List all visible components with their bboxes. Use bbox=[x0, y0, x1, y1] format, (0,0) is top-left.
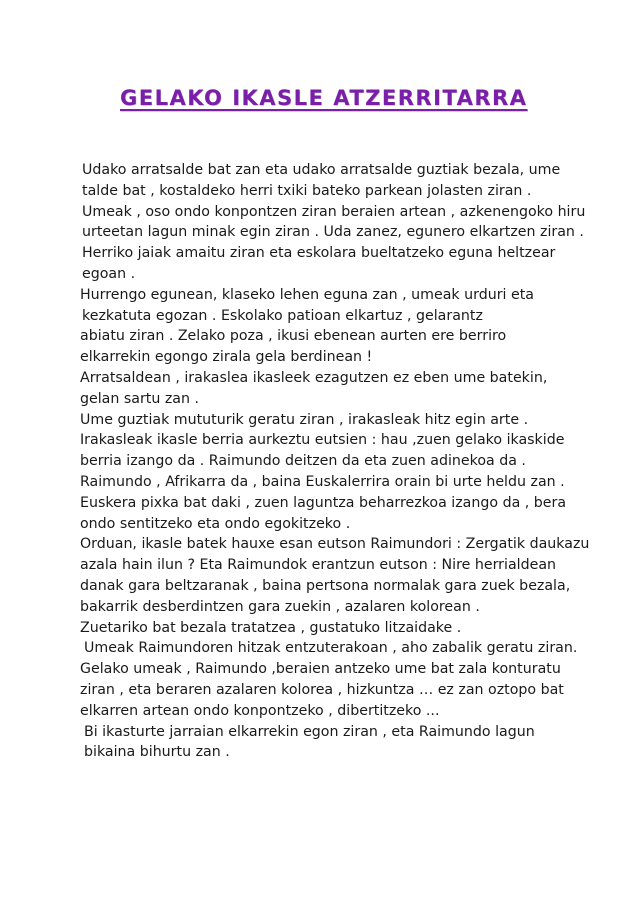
body-line: gelan sartu zan . bbox=[80, 390, 200, 407]
body-line: abiatu ziran . Zelako poza , ikusi ebenean aurten ere berriro bbox=[80, 328, 507, 345]
body-line: Bi ikasturte jarraian elkarrekin egon ziran , eta Raimundo lagun bbox=[84, 723, 535, 740]
body-line: Gelako umeak , Raimundo ,beraien antzeko ume bat zala konturatu bbox=[80, 661, 561, 678]
body-line: kezkatuta egozan . Eskolako patioan elkartuz , gelarantz bbox=[82, 307, 483, 324]
body-line: Euskera pixka bat daki , zuen laguntza beharrezkoa izango da , bera bbox=[80, 494, 567, 511]
body-line: azala hain ilun ? Eta Raimundok erantzun eutson : Nire herrialdean bbox=[80, 557, 557, 574]
body-line: Arratsaldean , irakaslea ikasleek ezagutzen ez eben ume batekin, bbox=[80, 370, 548, 386]
body-line: urteetan lagun minak egin ziran . Uda zanez, egunero elkartzen ziran . bbox=[82, 224, 584, 241]
body-line: Hurrengo egunean, klaseko lehen eguna zan , umeak urduri eta bbox=[80, 286, 534, 303]
body-line: elkarrekin egongo zirala gela berdinean ! bbox=[80, 349, 373, 366]
body-line: bikaina bihurtu zan . bbox=[84, 744, 230, 761]
body-line: Ume guztiak mututurik geratu ziran , irakasleak hitz egin arte . bbox=[80, 411, 529, 428]
body-line: Zuetariko bat bezala tratatzea , gustatuko litzaidake . bbox=[80, 619, 462, 636]
body-line: Raimundo , Afrikarra da , baina Euskalerrira orain bi urte heldu zan . bbox=[80, 474, 565, 490]
body-line: Udako arratsalde bat zan eta udako arratsalde guztiak bezala, ume bbox=[82, 162, 561, 178]
document-title: GELAKO IKASLE ATZERRITARRA bbox=[120, 86, 528, 110]
body-line: ziran , eta beraren azalaren kolorea , hizkuntza … ez zan oztopo bat bbox=[80, 682, 564, 698]
body-line: Irakasleak ikasle berria aurkeztu eutsien : hau ,zuen gelako ikaskide bbox=[80, 432, 565, 449]
body-line: Orduan, ikasle batek hauxe esan eutson Raimundori : Zergatik daukazu bbox=[80, 536, 590, 553]
body-line: bakarrik desberdintzen gara zuekin , azalaren kolorean . bbox=[80, 598, 480, 615]
body-line: Herriko jaiak amaitu ziran eta eskolara bueltatzeko eguna heltzear bbox=[82, 245, 556, 262]
body-line: ondo sentitzeko eta ondo egokitzeko . bbox=[80, 515, 351, 532]
body-line: Umeak , oso ondo konpontzen ziran beraien artean , azkenengoko hiru bbox=[82, 203, 586, 220]
body-line: talde bat , kostaldeko herri txiki bateko parkean jolasten ziran . bbox=[82, 182, 532, 199]
body-line: elkarren artean ondo konpontzeko , dibertitzeko ... bbox=[80, 702, 440, 719]
body-line: danak gara beltzaranak , baina pertsona normalak gara zuek bezala, bbox=[80, 578, 571, 594]
body-line: egoan . bbox=[82, 266, 136, 282]
body-line: Umeak Raimundoren hitzak entzuterakoan , aho zabalik geratu ziran. bbox=[84, 640, 578, 657]
body-line: berria izango da . Raimundo deitzen da eta zuen adinekoa da . bbox=[80, 453, 526, 470]
